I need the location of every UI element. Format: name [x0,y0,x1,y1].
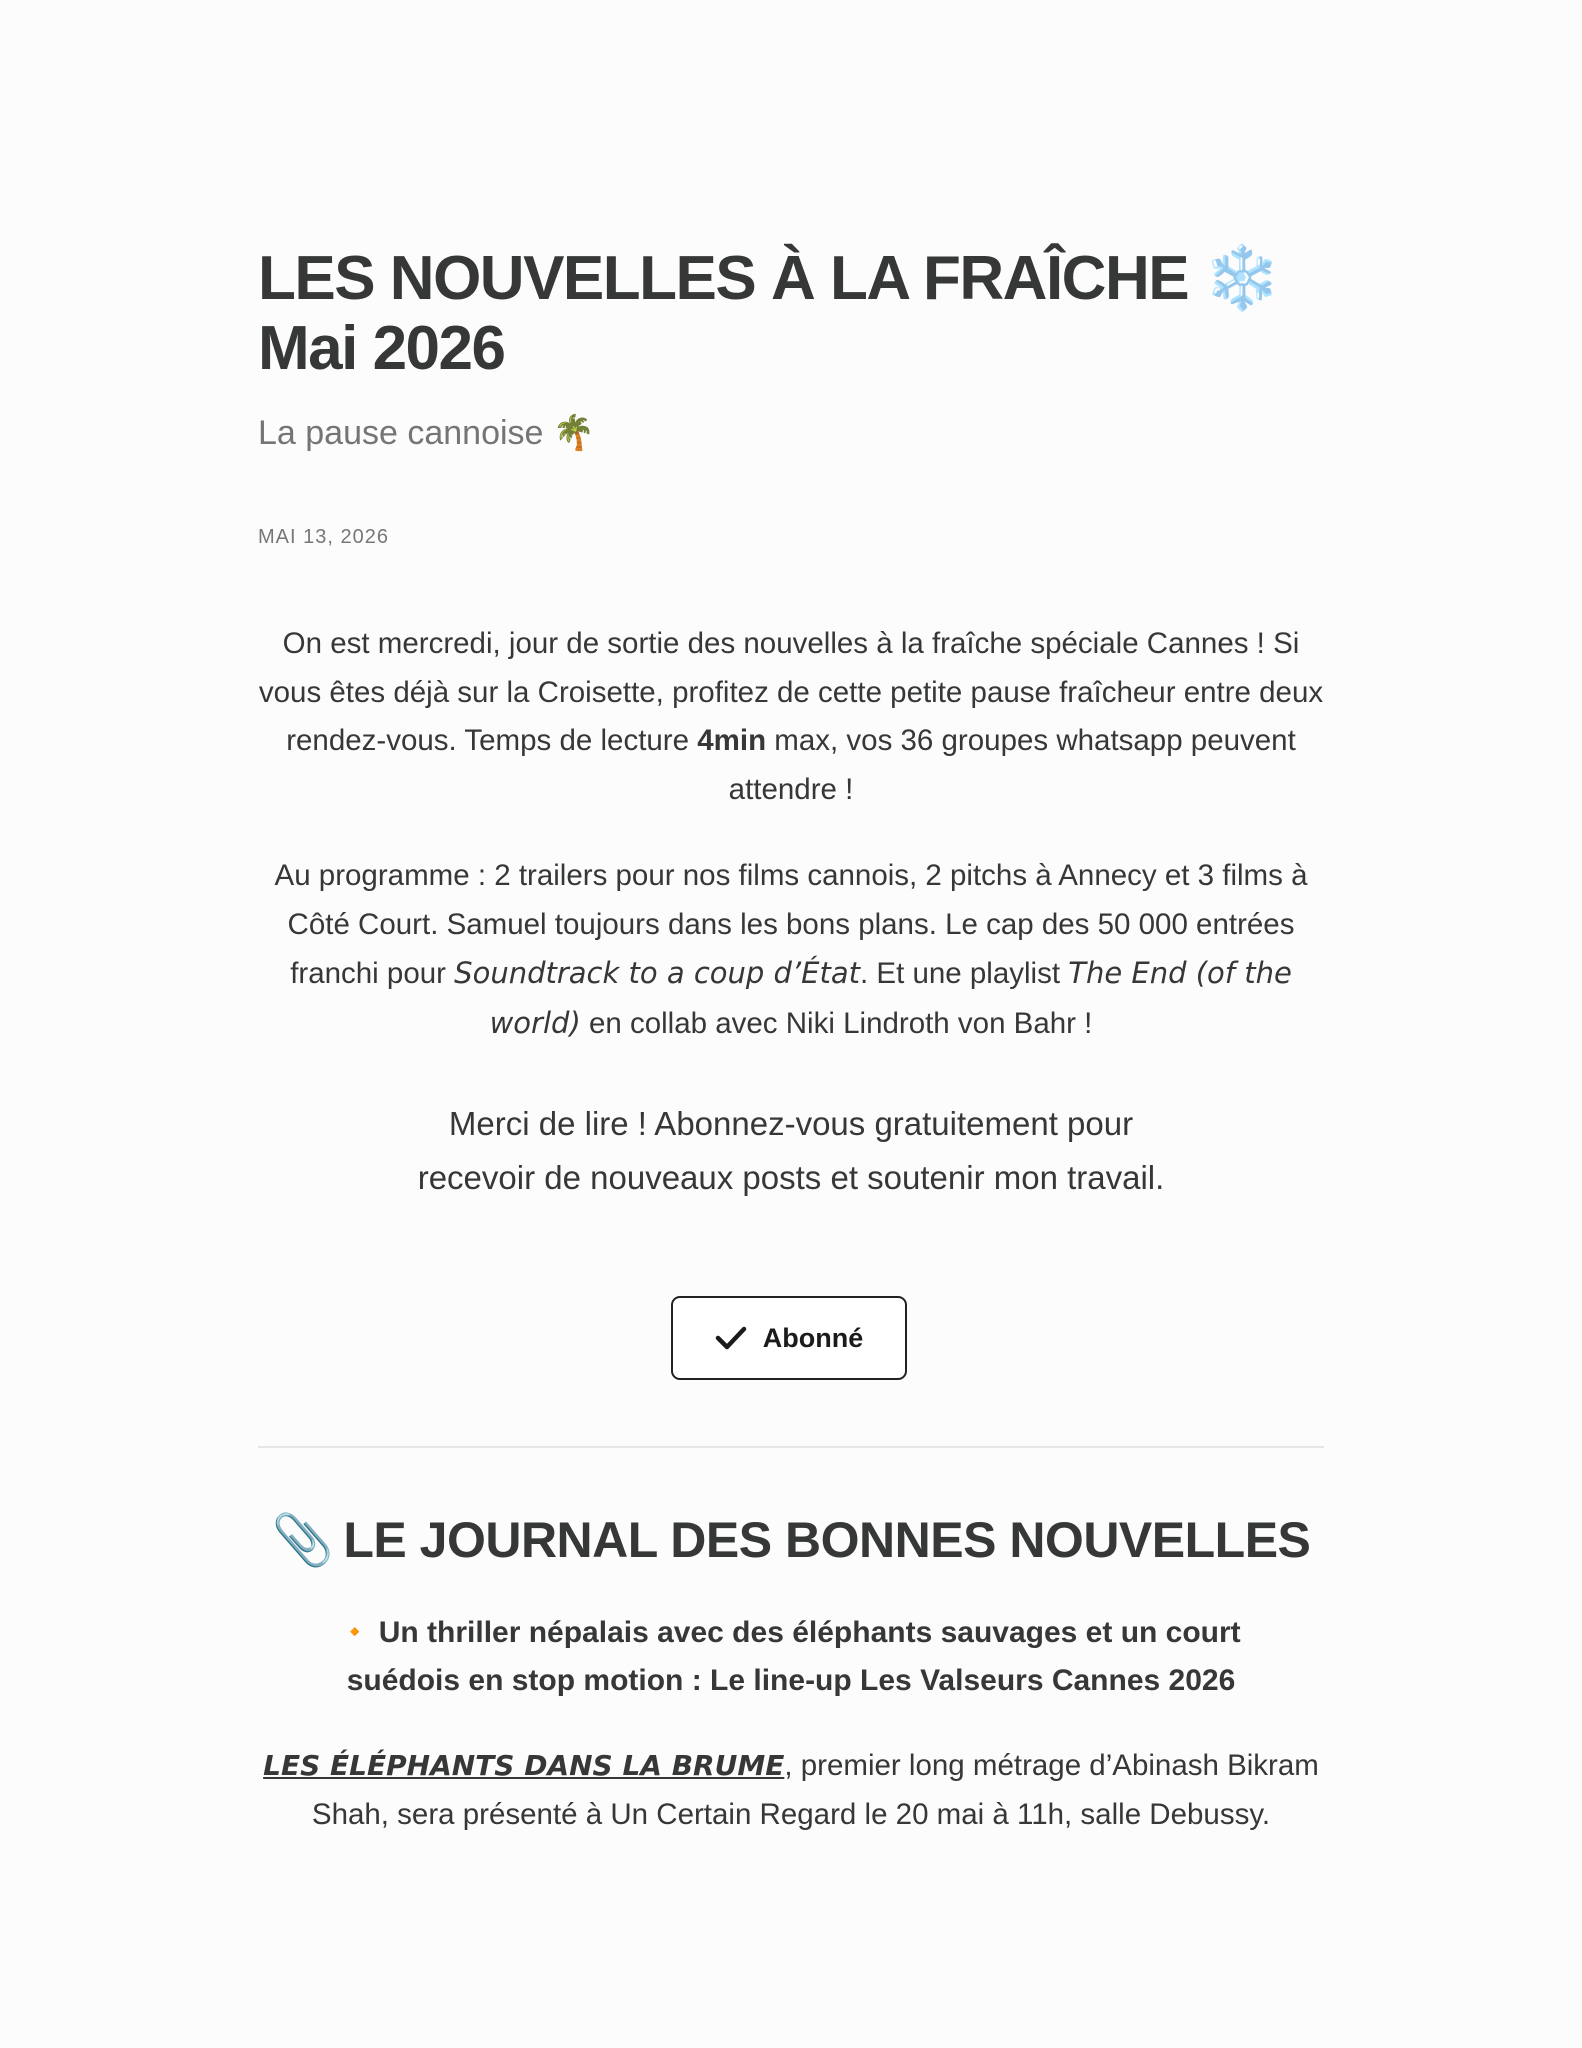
subscribe-cta-text: Merci de lire ! Abonnez-vous gratuitement pour recevoir de nouveaux posts et soutenir mon travail. [417,1105,1165,1196]
intro-paragraph-1 [258,620,1324,814]
post-subtitle [258,410,595,456]
palm-tree-icon: 🌴 [552,414,596,452]
intro-paragraph-2 [258,852,1324,1048]
intro-p1-bold: 4min [697,724,767,757]
intro-p2-text-c: en collab avec Niki Lindroth von Bahr ! [580,1006,1093,1040]
section-heading-text: LE JOURNAL DES BONNES NOUVELLES [343,1512,1311,1568]
film-title-link[interactable]: LES ÉLÉPHANTS DANS LA BRUME [263,1749,785,1782]
snowflake-icon: ❄️ [1203,244,1282,313]
post-subtitle-text: La pause cannoise [258,414,544,452]
intro-p2-text-b: . Et une playlist [860,957,1069,990]
section-divider [258,1446,1324,1448]
subscribed-button-label: Abonné [762,1322,864,1353]
intro-p2-text-a: Au programme : 2 trailers pour nos films cannois, 2 pitchs à Annecy et 3 films à Côté Court. Samuel toujours dans les bons plans. Le cap des 50 000 entrées franchi pour [274,859,1308,990]
intro-p1-text-b: max, vos 36 groupes whatsapp peuvent attendre ! [728,724,1296,806]
check-icon [715,1325,747,1351]
subscribed-button[interactable] [671,1296,907,1380]
paperclip-icon: 📎 [271,1512,334,1568]
post-title-line2: Mai 2026 [258,314,505,383]
section-heading [258,1504,1324,1576]
intro-p1-text-a: On est mercredi, jour de sortie des nouvelles à la fraîche spéciale Cannes ! Si vous êtes déjà sur la Croisette, profitez de cette petite pause fraîcheur entre deux rendez-vous. Temps de lecture [258,627,1324,757]
news-item-paragraph [258,1742,1324,1839]
post-date: MAI 13, 2026 [258,526,389,548]
intro-p2-italic-2: The End (of the world) [489,956,1292,1040]
news-item-paragraph-text: , premier long métrage d’Abinash Bikram Shah, sera présenté à Un Certain Regard le 20 mai à 11h, salle Debussy. [311,1749,1319,1831]
news-item-title-text: Un thriller népalais avec des éléphants sauvages et un court suédois en stop motion : Le line-up Les Valseurs Cannes 2026 [346,1616,1241,1697]
orange-diamond-icon: 🔸 [341,1619,369,1644]
intro-p2-italic-1: Soundtrack to a coup d’État [454,956,860,990]
post-title [258,244,1324,384]
news-item-title [298,1608,1284,1705]
post-title-line1: LES NOUVELLES À LA FRAÎCHE [258,244,1189,313]
